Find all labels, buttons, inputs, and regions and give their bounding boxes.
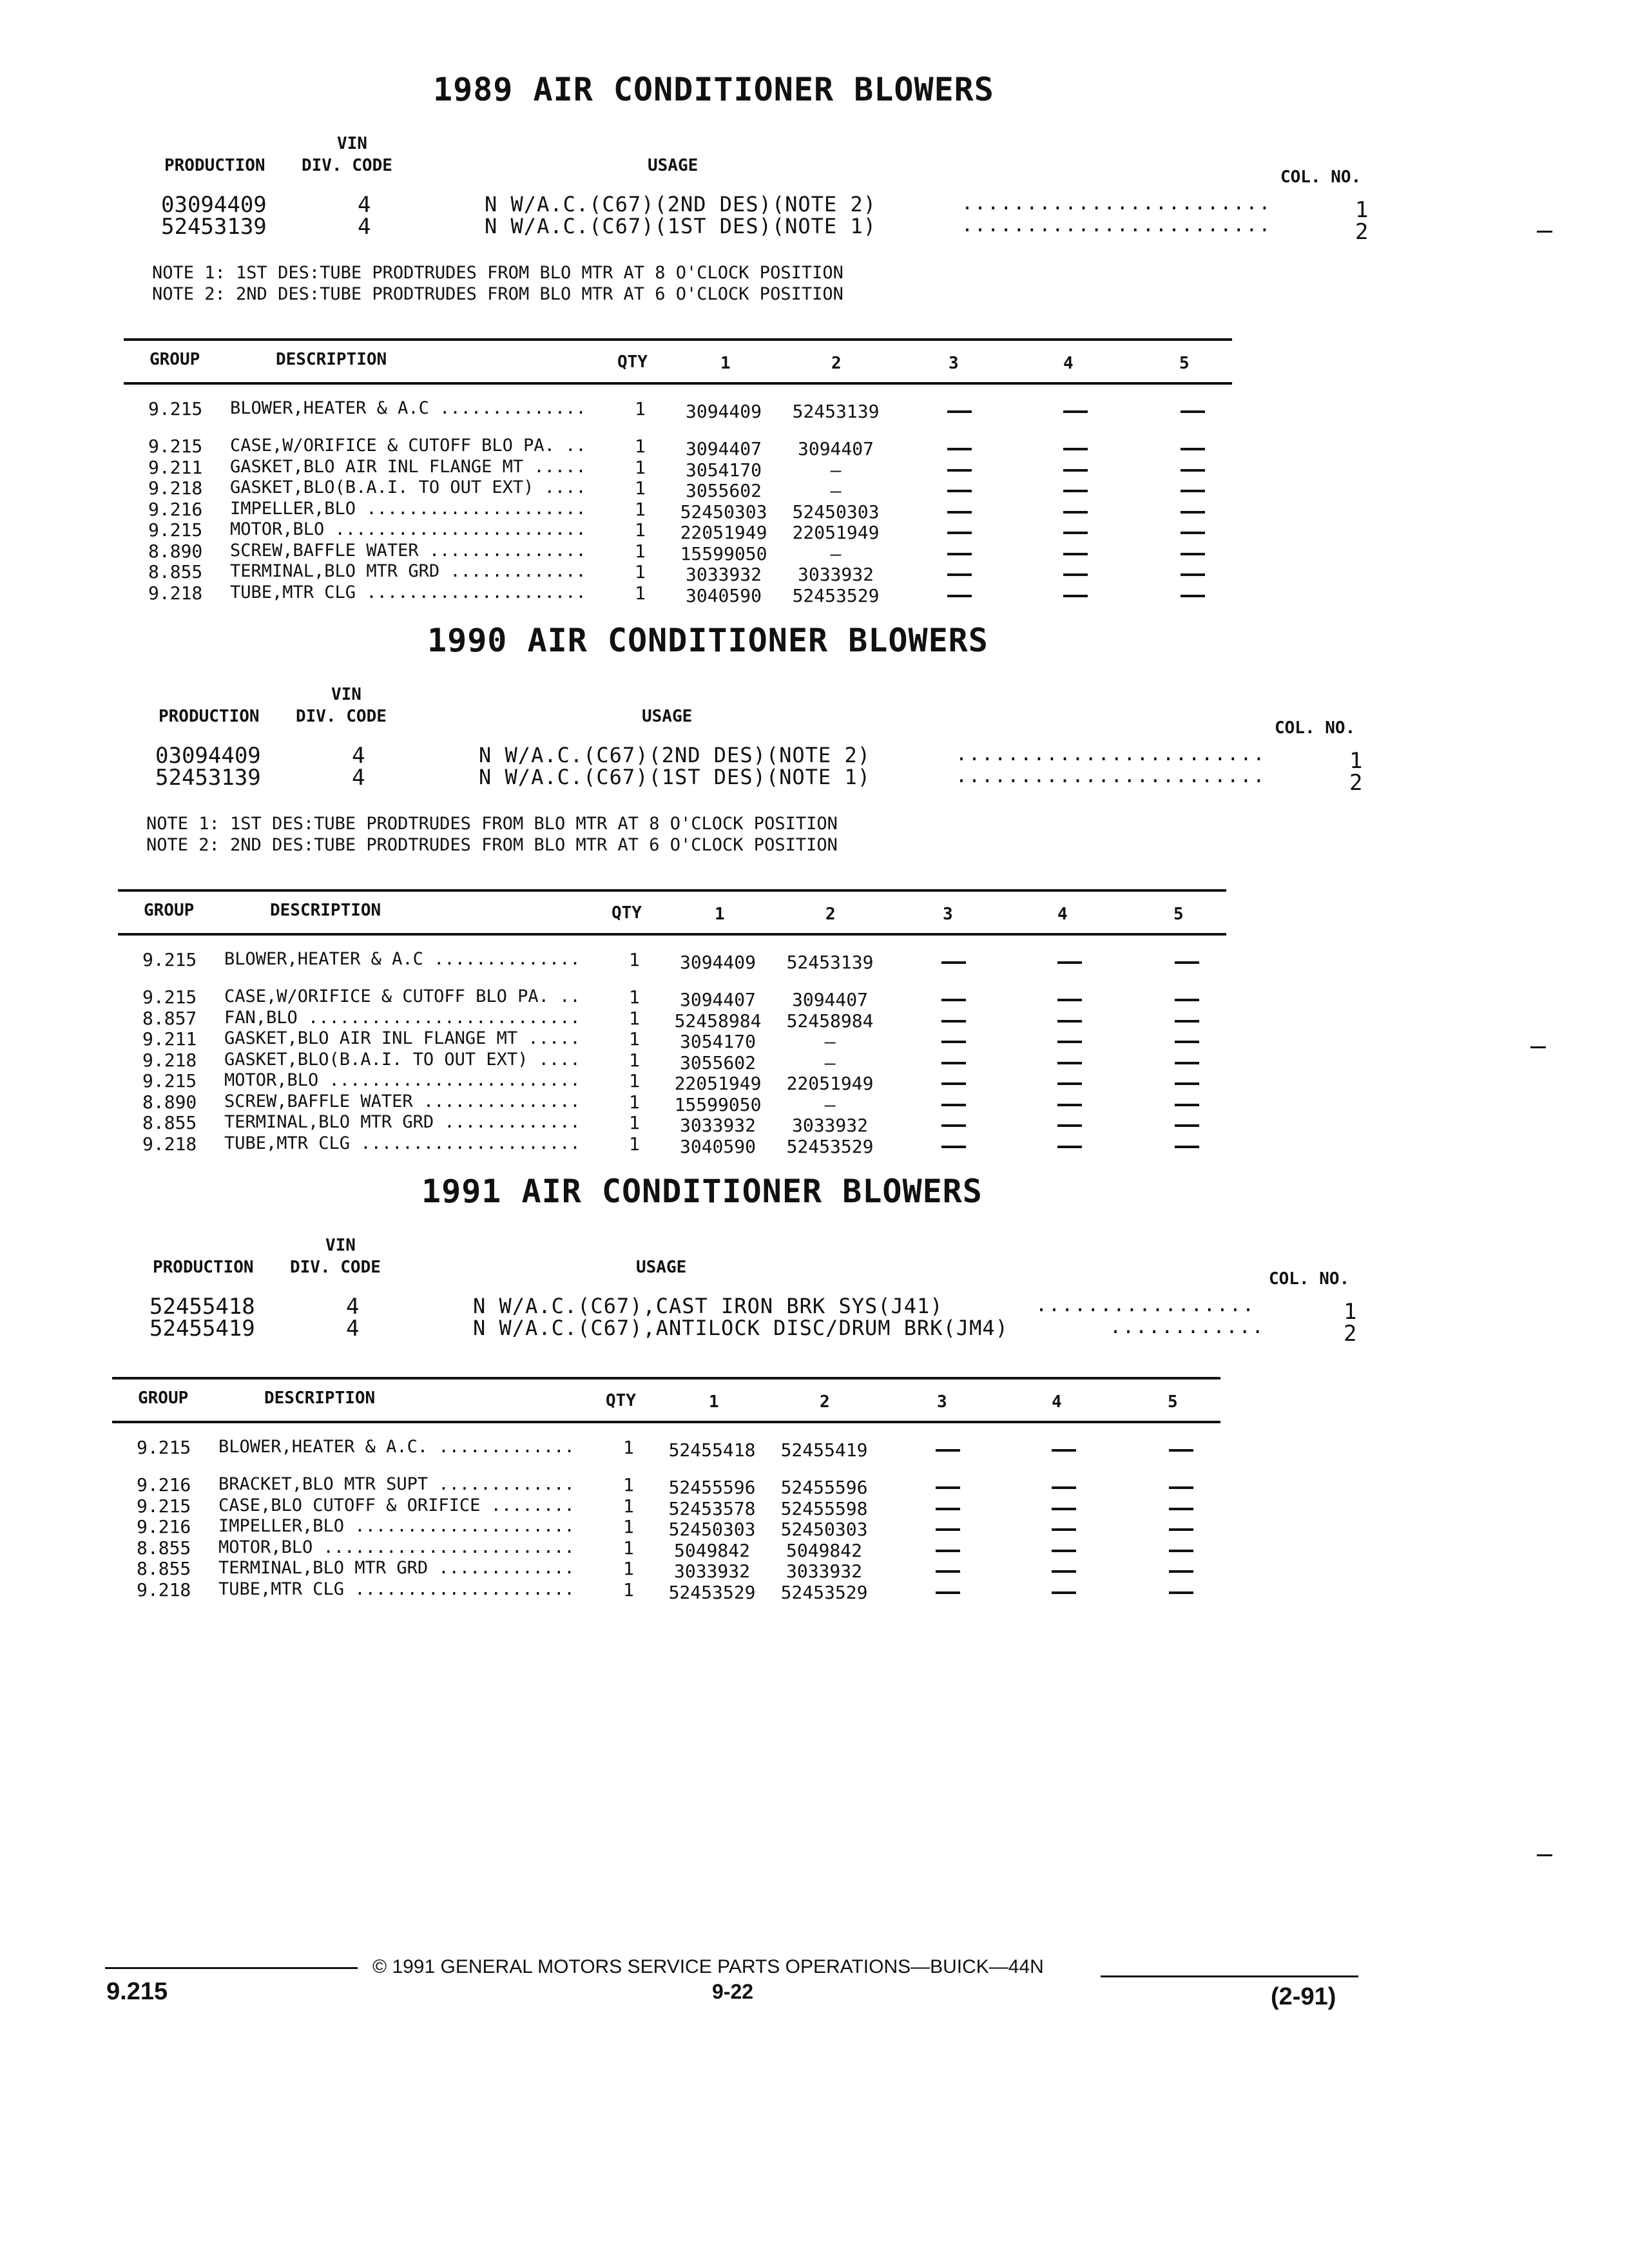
section-2 <box>0 622 1629 1176</box>
leader-dots: ................. <box>1036 1294 1256 1316</box>
note-line: NOTE 2: 2ND DES:TUBE PRODTRUDES FROM BLO MTR AT 6 O'CLOCK POSITION <box>146 835 838 855</box>
group-number: 8.890 <box>142 1091 197 1113</box>
col-number: 1 <box>1355 197 1369 223</box>
model-column-header: 2 <box>831 354 842 373</box>
not-applicable-dash-col5 <box>1175 1124 1199 1127</box>
part-number-col2: — <box>824 1031 836 1052</box>
group-number: 9.215 <box>142 949 197 970</box>
not-applicable-dash-col5 <box>1169 1528 1193 1531</box>
not-applicable-dash-col4 <box>1063 573 1088 576</box>
part-qty: 1 <box>635 398 646 419</box>
group-number: 9.211 <box>148 456 203 478</box>
footer-revision: (2-91) <box>1271 1983 1336 2010</box>
not-applicable-dash-col4 <box>1052 1508 1076 1510</box>
group-number: 8.855 <box>137 1558 191 1579</box>
not-applicable-dash-col3 <box>947 410 972 413</box>
col-number: 1 <box>1344 1299 1357 1325</box>
not-applicable-dash-col3 <box>936 1486 960 1489</box>
not-applicable-dash-col4 <box>1057 1124 1082 1127</box>
not-applicable-dash-col4 <box>1052 1528 1076 1531</box>
group-number: 9.215 <box>142 1070 197 1091</box>
part-number-col1: 3055602 <box>685 480 762 501</box>
note-line: NOTE 2: 2ND DES:TUBE PRODTRUDES FROM BLO MTR AT 6 O'CLOCK POSITION <box>152 284 843 304</box>
not-applicable-dash-col5 <box>1169 1449 1193 1452</box>
div-code: 4 <box>346 1294 360 1320</box>
model-column-header: 5 <box>1179 354 1190 373</box>
not-applicable-dash-col4 <box>1063 410 1088 413</box>
not-applicable-dash-col3 <box>947 553 972 555</box>
part-number-col1: 3054170 <box>685 459 762 481</box>
part-description: CASE,W/ORIFICE & CUTOFF BLO PA. .. <box>230 436 586 456</box>
part-number-col2: 52455419 <box>780 1439 868 1461</box>
group-number: 8.890 <box>148 540 203 562</box>
production-code: 52455419 <box>149 1316 255 1341</box>
not-applicable-dash-col5 <box>1181 448 1205 450</box>
part-number-col1: 52455418 <box>668 1439 756 1461</box>
table-header-rule <box>118 933 1226 936</box>
part-qty: 1 <box>629 1091 640 1113</box>
usage-text: N W/A.C.(C67),CAST IRON BRK SYS(J41) <box>473 1294 943 1318</box>
leader-dots: ............ <box>1110 1316 1265 1338</box>
not-applicable-dash-col4 <box>1057 1062 1082 1064</box>
not-applicable-dash-col5 <box>1175 1041 1199 1043</box>
part-description: IMPELLER,BLO ..................... <box>218 1516 575 1536</box>
table-header-rule <box>124 382 1232 385</box>
part-description: IMPELLER,BLO ..................... <box>230 498 586 519</box>
section-title: 1989 AIR CONDITIONER BLOWERS <box>433 71 994 108</box>
production-code: 03094409 <box>155 743 261 769</box>
leader-dots: ........................ <box>956 743 1266 765</box>
footer-rule-left <box>105 1967 358 1969</box>
not-applicable-dash-col5 <box>1175 999 1199 1001</box>
part-number-col2: — <box>830 543 842 564</box>
production-code: 03094409 <box>161 192 267 218</box>
part-number-col2: 52453529 <box>786 1135 874 1157</box>
not-applicable-dash-col5 <box>1175 1062 1199 1064</box>
part-number-col1: 3033932 <box>673 1561 750 1582</box>
model-column-header: 1 <box>715 905 725 924</box>
model-column-header: 1 <box>720 354 731 373</box>
group-number: 9.215 <box>148 519 203 541</box>
part-description: BLOWER,HEATER & A.C. ............. <box>218 1437 575 1457</box>
section-3 <box>0 1173 1629 1727</box>
part-qty: 1 <box>629 1070 640 1091</box>
model-column-header: 3 <box>937 1392 947 1412</box>
part-description: TERMINAL,BLO MTR GRD ............. <box>218 1558 575 1578</box>
model-column-header: 2 <box>820 1392 830 1412</box>
note-line: NOTE 1: 1ST DES:TUBE PRODTRUDES FROM BLO MTR AT 8 O'CLOCK POSITION <box>146 814 838 834</box>
group-number: 9.216 <box>137 1516 191 1537</box>
part-number-col1: 52450303 <box>668 1519 756 1540</box>
not-applicable-dash-col3 <box>947 532 972 534</box>
part-description: CASE,BLO CUTOFF & ORIFICE ........ <box>218 1495 575 1515</box>
part-description: FAN,BLO .......................... <box>224 1007 581 1028</box>
not-applicable-dash-col3 <box>941 1082 966 1085</box>
part-number-col2: 52453529 <box>792 584 880 606</box>
part-description: SCREW,BAFFLE WATER ............... <box>224 1091 581 1111</box>
part-number-col1: 52453578 <box>668 1497 756 1519</box>
part-number-col2: 3033932 <box>797 564 874 585</box>
part-number-col1: 3094409 <box>685 401 762 422</box>
part-number-col2: 52453139 <box>786 952 874 973</box>
model-column-header: 3 <box>943 905 953 924</box>
part-number-col2: — <box>824 1093 836 1115</box>
not-applicable-dash-col4 <box>1063 511 1088 514</box>
part-number-col2: 5049842 <box>786 1539 862 1561</box>
not-applicable-dash-col3 <box>947 448 972 450</box>
not-applicable-dash-col4 <box>1063 469 1088 472</box>
part-description: MOTOR,BLO ........................ <box>224 1070 581 1090</box>
not-applicable-dash-col3 <box>941 1104 966 1106</box>
not-applicable-dash-col4 <box>1052 1570 1076 1573</box>
part-qty: 1 <box>623 1474 634 1495</box>
margin-tick-mark <box>1530 1046 1546 1048</box>
part-number-col2: 52453139 <box>792 401 880 422</box>
part-qty: 1 <box>635 498 646 520</box>
group-number: 9.216 <box>148 498 203 520</box>
not-applicable-dash-col3 <box>936 1528 960 1531</box>
not-applicable-dash-col4 <box>1057 1082 1082 1085</box>
part-qty: 1 <box>635 456 646 478</box>
part-description: TUBE,MTR CLG ..................... <box>230 582 586 602</box>
table-header-rule <box>112 1421 1220 1423</box>
part-number-col1: 5049842 <box>673 1539 750 1561</box>
group-number: 9.215 <box>137 1495 191 1517</box>
not-applicable-dash-col4 <box>1052 1486 1076 1489</box>
part-qty: 1 <box>629 1049 640 1071</box>
not-applicable-dash-col3 <box>936 1449 960 1452</box>
col-number: 2 <box>1349 770 1363 796</box>
not-applicable-dash-col4 <box>1052 1449 1076 1452</box>
model-column-header: 4 <box>1057 905 1068 924</box>
leader-dots: ........................ <box>956 765 1266 787</box>
part-description: CASE,W/ORIFICE & CUTOFF BLO PA. .. <box>224 986 581 1006</box>
vin-header: VIN <box>337 134 367 153</box>
not-applicable-dash-col5 <box>1181 469 1205 472</box>
group-number: 9.218 <box>148 477 203 499</box>
col-no-header: COL. NO. <box>1280 168 1362 187</box>
part-number-col2: 52453529 <box>780 1581 868 1603</box>
model-column-header: 1 <box>709 1392 719 1412</box>
not-applicable-dash-col3 <box>936 1570 960 1573</box>
part-qty: 1 <box>635 436 646 457</box>
not-applicable-dash-col3 <box>941 1062 966 1064</box>
production-header: PRODUCTION <box>153 1258 254 1277</box>
part-qty: 1 <box>623 1437 634 1458</box>
qty-column-header: QTY <box>606 1391 636 1410</box>
not-applicable-dash-col4 <box>1057 1020 1082 1023</box>
part-qty: 1 <box>629 1007 640 1029</box>
part-description: SCREW,BAFFLE WATER ............... <box>230 540 586 561</box>
part-number-col2: — <box>824 1052 836 1073</box>
group-number: 9.216 <box>137 1474 191 1495</box>
table-top-rule <box>124 338 1232 341</box>
part-description: GASKET,BLO(B.A.I. TO OUT EXT) .... <box>230 477 586 497</box>
model-column-header: 5 <box>1173 905 1184 924</box>
part-number-col1: 3094409 <box>679 952 756 973</box>
div-code-header: DIV. CODE <box>296 707 387 726</box>
not-applicable-dash-col3 <box>947 595 972 597</box>
not-applicable-dash-col4 <box>1057 999 1082 1001</box>
part-description: TUBE,MTR CLG ..................... <box>218 1579 575 1599</box>
not-applicable-dash-col3 <box>941 961 966 964</box>
not-applicable-dash-col5 <box>1175 1104 1199 1106</box>
not-applicable-dash-col3 <box>941 1020 966 1023</box>
leader-dots: ........................ <box>961 192 1272 215</box>
part-qty: 1 <box>629 1028 640 1050</box>
not-applicable-dash-col3 <box>947 469 972 472</box>
part-number-col1: 3040590 <box>679 1135 756 1157</box>
part-number-col2: 22051949 <box>786 1073 874 1094</box>
qty-column-header: QTY <box>617 352 648 372</box>
not-applicable-dash-col5 <box>1169 1550 1193 1552</box>
part-number-col1: 15599050 <box>674 1093 762 1115</box>
part-description: GASKET,BLO(B.A.I. TO OUT EXT) .... <box>224 1049 581 1070</box>
not-applicable-dash-col3 <box>936 1508 960 1510</box>
div-code: 4 <box>346 1316 360 1341</box>
div-code: 4 <box>352 765 365 791</box>
group-number: 9.218 <box>137 1579 191 1600</box>
vin-header: VIN <box>331 685 361 704</box>
div-code-header: DIV. CODE <box>290 1258 381 1277</box>
note-line: NOTE 1: 1ST DES:TUBE PRODTRUDES FROM BLO MTR AT 8 O'CLOCK POSITION <box>152 263 843 283</box>
part-qty: 1 <box>635 540 646 562</box>
part-description: TERMINAL,BLO MTR GRD ............. <box>230 561 586 581</box>
part-number-col1: 3033932 <box>679 1115 756 1136</box>
not-applicable-dash-col5 <box>1169 1508 1193 1510</box>
part-qty: 1 <box>623 1558 634 1579</box>
part-number-col1: 3055602 <box>679 1052 756 1073</box>
model-column-header: 4 <box>1063 354 1074 373</box>
group-number: 9.218 <box>142 1049 197 1071</box>
part-number-col2: 52455598 <box>780 1497 868 1519</box>
part-number-col2: 3033932 <box>786 1561 862 1582</box>
not-applicable-dash-col4 <box>1052 1550 1076 1552</box>
part-qty: 1 <box>629 1112 640 1133</box>
part-number-col1: 22051949 <box>674 1073 762 1094</box>
usage-header: USAGE <box>636 1258 687 1277</box>
footer-page-number: 9-22 <box>712 1980 754 2003</box>
group-column-header: GROUP <box>144 901 195 920</box>
group-column-header: GROUP <box>138 1389 189 1408</box>
group-number: 9.218 <box>142 1133 197 1155</box>
not-applicable-dash-col5 <box>1181 532 1205 534</box>
part-description: TERMINAL,BLO MTR GRD ............. <box>224 1112 581 1132</box>
not-applicable-dash-col5 <box>1169 1570 1193 1573</box>
usage-header: USAGE <box>648 156 699 175</box>
part-qty: 1 <box>623 1537 634 1559</box>
part-qty: 1 <box>623 1495 634 1517</box>
part-number-col2: 52450303 <box>780 1519 868 1540</box>
leader-dots: ........................ <box>961 214 1272 236</box>
part-number-col2: 3094407 <box>791 989 868 1010</box>
usage-header: USAGE <box>642 707 693 726</box>
footer-copyright: © 1991 GENERAL MOTORS SERVICE PARTS OPERATIONS—BUICK—44N <box>372 1956 1044 1977</box>
part-description: MOTOR,BLO ........................ <box>218 1537 575 1557</box>
not-applicable-dash-col5 <box>1175 1020 1199 1023</box>
group-number: 9.218 <box>148 582 203 604</box>
part-qty: 1 <box>635 561 646 582</box>
part-description: GASKET,BLO AIR INL FLANGE MT ..... <box>230 456 586 477</box>
part-number-col1: 3094407 <box>679 989 756 1010</box>
part-description: BLOWER,HEATER & A.C .............. <box>230 398 586 418</box>
not-applicable-dash-col4 <box>1063 595 1088 597</box>
not-applicable-dash-col5 <box>1169 1591 1193 1594</box>
part-qty: 1 <box>623 1579 634 1600</box>
part-number-col2: 52450303 <box>792 501 880 523</box>
not-applicable-dash-col4 <box>1057 1041 1082 1043</box>
group-number: 9.215 <box>148 398 203 419</box>
not-applicable-dash-col5 <box>1181 490 1205 492</box>
part-number-col1: 3054170 <box>679 1031 756 1052</box>
not-applicable-dash-col3 <box>947 490 972 492</box>
part-number-col2: 3033932 <box>791 1115 868 1136</box>
not-applicable-dash-col5 <box>1181 511 1205 514</box>
col-number: 2 <box>1355 219 1369 245</box>
qty-column-header: QTY <box>612 903 642 923</box>
section-1 <box>0 71 1629 625</box>
model-column-header: 5 <box>1168 1392 1178 1412</box>
not-applicable-dash-col4 <box>1063 532 1088 534</box>
not-applicable-dash-col4 <box>1063 448 1088 450</box>
description-column-header: DESCRIPTION <box>270 901 381 920</box>
model-column-header: 2 <box>825 905 836 924</box>
not-applicable-dash-col5 <box>1175 1146 1199 1148</box>
group-number: 8.857 <box>142 1007 197 1029</box>
group-number: 9.215 <box>148 436 203 457</box>
part-number-col1: 3094407 <box>685 438 762 459</box>
part-number-col2: 3094407 <box>797 438 874 459</box>
col-number: 2 <box>1344 1321 1357 1347</box>
part-qty: 1 <box>635 519 646 541</box>
part-qty: 1 <box>629 949 640 970</box>
group-column-header: GROUP <box>149 350 200 369</box>
group-number: 9.215 <box>137 1437 191 1458</box>
usage-text: N W/A.C.(C67),ANTILOCK DISC/DRUM BRK(JM4) <box>473 1316 1008 1340</box>
col-no-header: COL. NO. <box>1269 1269 1350 1289</box>
production-header: PRODUCTION <box>164 156 265 175</box>
table-top-rule <box>118 889 1226 892</box>
not-applicable-dash-col4 <box>1063 553 1088 555</box>
part-number-col1: 22051949 <box>680 522 767 543</box>
part-description: MOTOR,BLO ........................ <box>230 519 586 539</box>
production-code: 52453139 <box>155 765 261 791</box>
group-number: 8.855 <box>142 1112 197 1133</box>
description-column-header: DESCRIPTION <box>276 350 387 369</box>
part-number-col1: 52458984 <box>674 1010 762 1032</box>
usage-text: N W/A.C.(C67)(1ST DES)(NOTE 1) <box>485 214 876 238</box>
not-applicable-dash-col5 <box>1175 961 1199 964</box>
part-qty: 1 <box>629 986 640 1008</box>
not-applicable-dash-col5 <box>1169 1486 1193 1489</box>
not-applicable-dash-col3 <box>936 1591 960 1594</box>
part-description: BRACKET,BLO MTR SUPT ............. <box>218 1474 575 1494</box>
not-applicable-dash-col3 <box>941 1124 966 1127</box>
group-number: 9.215 <box>142 986 197 1008</box>
not-applicable-dash-col4 <box>1052 1591 1076 1594</box>
part-number-col1: 3033932 <box>685 564 762 585</box>
margin-tick-mark <box>1537 1854 1552 1856</box>
not-applicable-dash-col5 <box>1175 1082 1199 1085</box>
div-code-header: DIV. CODE <box>302 156 392 175</box>
not-applicable-dash-col3 <box>941 1146 966 1148</box>
vin-header: VIN <box>325 1236 356 1255</box>
usage-text: N W/A.C.(C67)(1ST DES)(NOTE 1) <box>479 765 871 789</box>
part-number-col1: 15599050 <box>680 543 767 564</box>
not-applicable-dash-col3 <box>941 999 966 1001</box>
not-applicable-dash-col3 <box>941 1041 966 1043</box>
part-number-col2: — <box>830 459 842 481</box>
production-code: 52453139 <box>161 214 267 240</box>
not-applicable-dash-col5 <box>1181 410 1205 413</box>
part-number-col1: 52455596 <box>668 1477 756 1498</box>
not-applicable-dash-col5 <box>1181 595 1205 597</box>
model-column-header: 4 <box>1052 1392 1062 1412</box>
usage-text: N W/A.C.(C67)(2ND DES)(NOTE 2) <box>485 192 876 216</box>
description-column-header: DESCRIPTION <box>264 1389 376 1408</box>
group-number: 8.855 <box>148 561 203 582</box>
not-applicable-dash-col4 <box>1057 1146 1082 1148</box>
part-number-col1: 52450303 <box>680 501 767 523</box>
not-applicable-dash-col3 <box>947 573 972 576</box>
section-title: 1990 AIR CONDITIONER BLOWERS <box>427 622 988 659</box>
not-applicable-dash-col3 <box>947 511 972 514</box>
part-qty: 1 <box>623 1516 634 1537</box>
part-number-col2: 52455596 <box>780 1477 868 1498</box>
part-description: TUBE,MTR CLG ..................... <box>224 1133 581 1153</box>
not-applicable-dash-col4 <box>1063 490 1088 492</box>
production-header: PRODUCTION <box>159 707 260 726</box>
group-number: 8.855 <box>137 1537 191 1559</box>
part-qty: 1 <box>635 582 646 604</box>
col-number: 1 <box>1349 748 1363 774</box>
group-number: 9.211 <box>142 1028 197 1050</box>
part-number-col1: 3040590 <box>685 584 762 606</box>
part-description: GASKET,BLO AIR INL FLANGE MT ..... <box>224 1028 581 1048</box>
part-number-col2: 52458984 <box>786 1010 874 1032</box>
usage-text: N W/A.C.(C67)(2ND DES)(NOTE 2) <box>479 743 871 767</box>
table-top-rule <box>112 1377 1220 1379</box>
div-code: 4 <box>352 743 365 769</box>
not-applicable-dash-col4 <box>1057 1104 1082 1106</box>
part-number-col1: 52453529 <box>668 1581 756 1603</box>
part-number-col2: — <box>830 480 842 501</box>
footer-section-number: 9.215 <box>106 1978 168 2005</box>
part-qty: 1 <box>629 1133 640 1155</box>
production-code: 52455418 <box>149 1294 255 1320</box>
section-title: 1991 AIR CONDITIONER BLOWERS <box>421 1173 983 1210</box>
model-column-header: 3 <box>949 354 959 373</box>
col-no-header: COL. NO. <box>1275 718 1356 738</box>
div-code: 4 <box>358 192 371 218</box>
not-applicable-dash-col4 <box>1057 961 1082 964</box>
part-description: BLOWER,HEATER & A.C .............. <box>224 949 581 969</box>
not-applicable-dash-col5 <box>1181 553 1205 555</box>
part-qty: 1 <box>635 477 646 499</box>
part-number-col2: 22051949 <box>792 522 880 543</box>
not-applicable-dash-col5 <box>1181 573 1205 576</box>
margin-tick-mark <box>1537 231 1552 233</box>
footer-rule-right <box>1101 1975 1358 1977</box>
not-applicable-dash-col3 <box>936 1550 960 1552</box>
div-code: 4 <box>358 214 371 240</box>
